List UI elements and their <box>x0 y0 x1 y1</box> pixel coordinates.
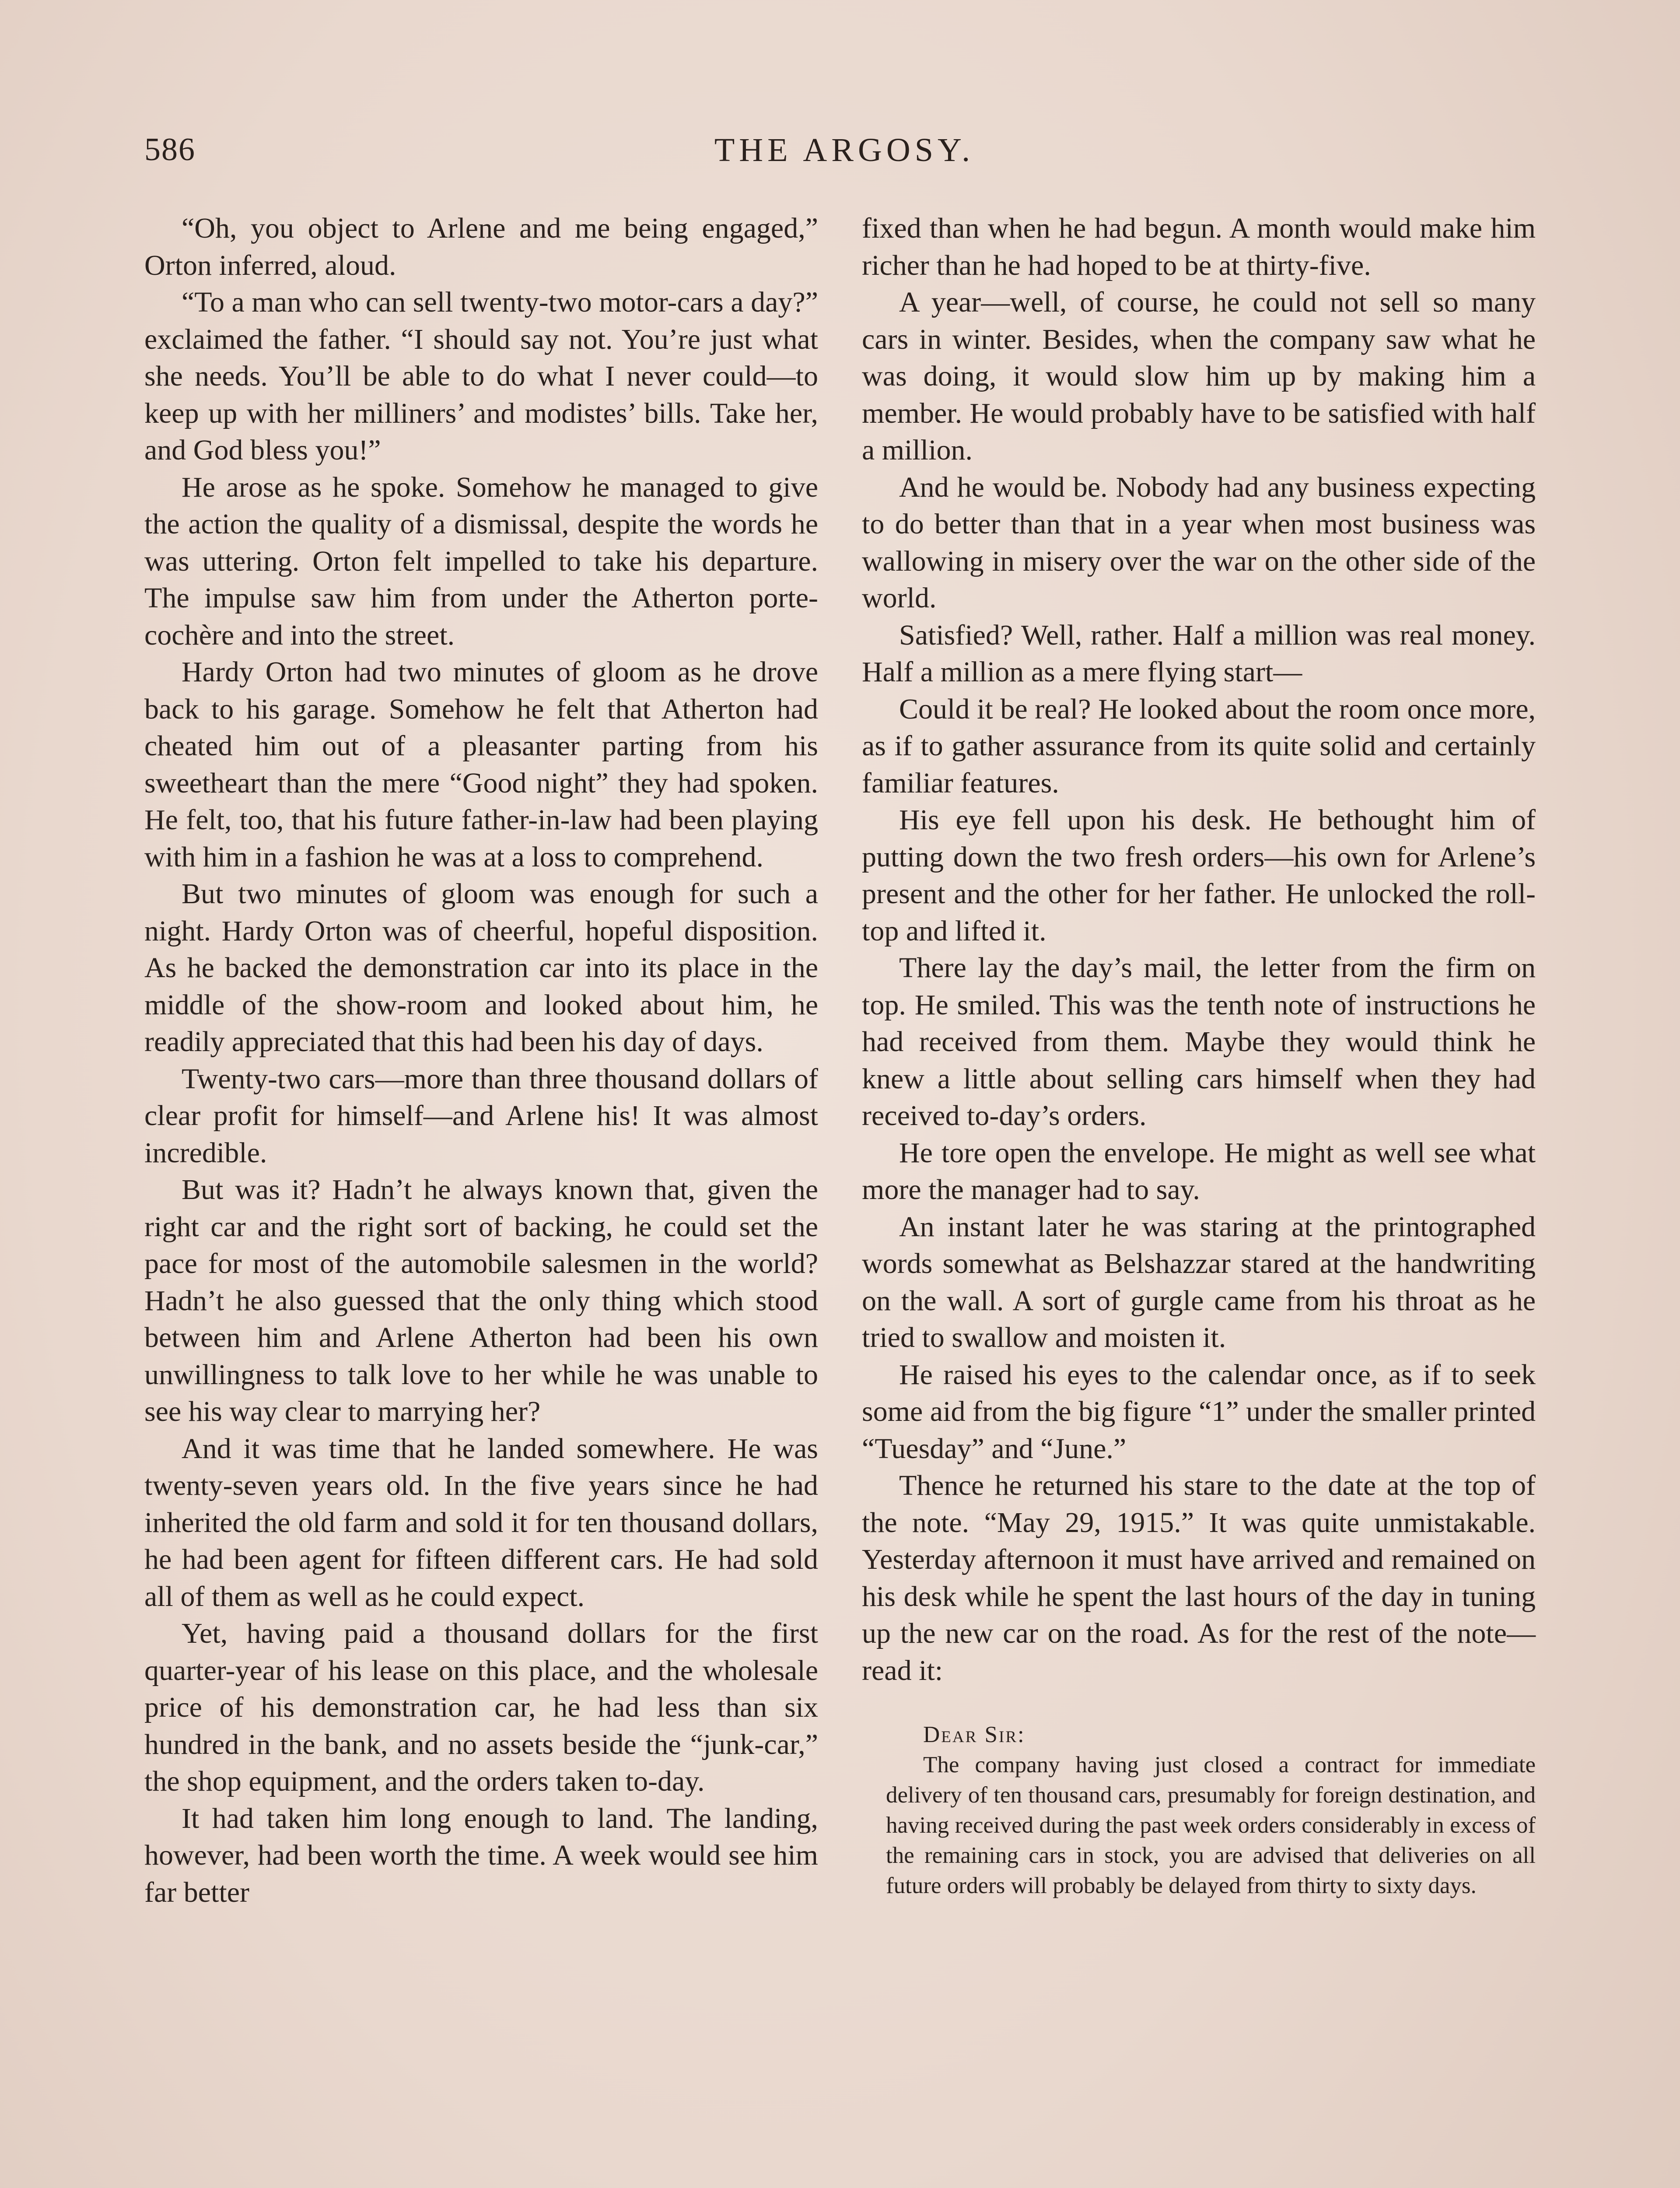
paragraph: And it was time that he landed somewhere. He was twenty-seven years old. In the five years since he had inherited the old farm and sold it for ten thousand dollars, he had been agent for fifteen different cars. He had sold all of them as well as he could expect. <box>144 1432 818 1613</box>
paragraph: His eye fell upon his desk. He bethought him of putting down the two fresh orders—his own for Arlene’s present and the other for her father. He unlocked the roll-top and lifted it. <box>862 804 1536 947</box>
paragraph: fixed than when he had begun. A month would make him richer than he had hoped to be at thirty-five. <box>862 212 1536 281</box>
left-column <box>144 210 818 1911</box>
right-column-paragraphs <box>862 210 1536 1689</box>
paragraph: And he would be. Nobody had any business expecting to do better than that in a year when most business was wallowing in misery over the war on the other side of the world. <box>862 471 1536 614</box>
magazine-title: THE ARGOSY. <box>714 132 975 168</box>
paragraph: “To a man who can sell twenty-two motor-cars a day?” exclaimed the father. “I should say not. You’re just what she needs. You’ll be able to do what I never could—to keep up with her milliners’ and modistes’ bills. Take her, and God bless you!” <box>144 286 818 466</box>
paragraph: He raised his eyes to the calendar once, as if to seek some aid from the big figure “1” under the smaller printed “Tuesday” and “June.” <box>862 1358 1536 1465</box>
paragraph: A year—well, of course, he could not sell so many cars in winter. Besides, when the company saw what he was doing, it would slow him up by making him a member. He would probably have to be satisfied with half a million. <box>862 286 1536 466</box>
paragraph: But was it? Hadn’t he always known that, given the right car and the right sort of backing, he could set the pace for most of the automobile salesmen in the world? Hadn’t he also guessed that the only thing which stood between him and Arlene Atherton had been his own unwillingness to talk love to her while he was unable to see his way clear to marrying her? <box>144 1174 818 1427</box>
letter-salutation: Dear Sir: <box>923 1722 1026 1747</box>
page-header <box>144 131 1544 179</box>
right-column <box>862 210 1536 1901</box>
paragraph: Twenty-two cars—more than three thousand dollars of clear profit for himself—and Arlene his! It was almost incredible. <box>144 1062 818 1169</box>
paragraph: But two minutes of gloom was enough for such a night. Hardy Orton was of cheerful, hopeful disposition. As he backed the demonstration car into its place in the middle of the show-room and looked about him, he readily appreciated that this had been his day of days. <box>144 878 818 1058</box>
paragraph: Yet, having paid a thousand dollars for the first quarter-year of his lease on this place, and the wholesale price of his demonstration car, he had less than six hundred in the bank, and no assets beside the “junk-car,” the shop equipment, and the orders taken to-day. <box>144 1617 818 1797</box>
paragraph: An instant later he was staring at the printographed words somewhat as Belshazzar stared at the handwriting on the wall. A sort of gurgle came from his throat as he tried to swallow and moisten it. <box>862 1210 1536 1353</box>
quoted-letter <box>862 1720 1536 1901</box>
paragraph: He arose as he spoke. Somehow he managed to give the action the quality of a dismissal, despite the words he was uttering. Orton felt impelled to take his departure. The impulse saw him from under the Atherton porte-cochère and into the street. <box>144 471 818 651</box>
paragraph: Satisfied? Well, rather. Half a million was real money. Half a million as a mere flying start— <box>862 619 1536 688</box>
paragraph: “Oh, you object to Arlene and me being engaged,” Orton inferred, aloud. <box>144 212 818 281</box>
paragraph: Could it be real? He looked about the room once more, as if to gather assurance from its quite solid and certainly familiar features. <box>862 693 1536 799</box>
paragraph: He tore open the envelope. He might as well see what more the manager had to say. <box>862 1136 1536 1206</box>
page-number: 586 <box>144 132 196 168</box>
paragraph: Thence he returned his stare to the date at the top of the note. “May 29, 1915.” It was quite unmistakable. Yesterday afternoon it must have arrived and remained on his desk while he spent the last hours of the day in tuning up the new car on the road. As for the rest of the note—read it: <box>862 1469 1536 1687</box>
paragraph: There lay the day’s mail, the letter from the firm on top. He smiled. This was the tenth note of instructions he had received from them. Maybe they would think he knew a little about selling cars himself when they had received to-day’s orders. <box>862 952 1536 1132</box>
paragraph: Hardy Orton had two minutes of gloom as he drove back to his garage. Somehow he felt that Atherton had cheated him out of a pleasanter parting from his sweetheart than the mere “Good night” they had spoken. He felt, too, that his future father-in-law had been playing with him in a fashion he was at a loss to comprehend. <box>144 656 818 873</box>
letter-body: The company having just closed a contract for immediate delivery of ten thousand cars, presumably for foreign destination, and having received during the past week orders considerably in excess of the remaining cars in stock, you are advised that deliveries on all future orders will probably be delayed from thirty to sixty days. <box>886 1752 1536 1898</box>
paragraph: It had taken him long enough to land. The landing, however, had been worth the time. A week would see him far better <box>144 1802 818 1908</box>
